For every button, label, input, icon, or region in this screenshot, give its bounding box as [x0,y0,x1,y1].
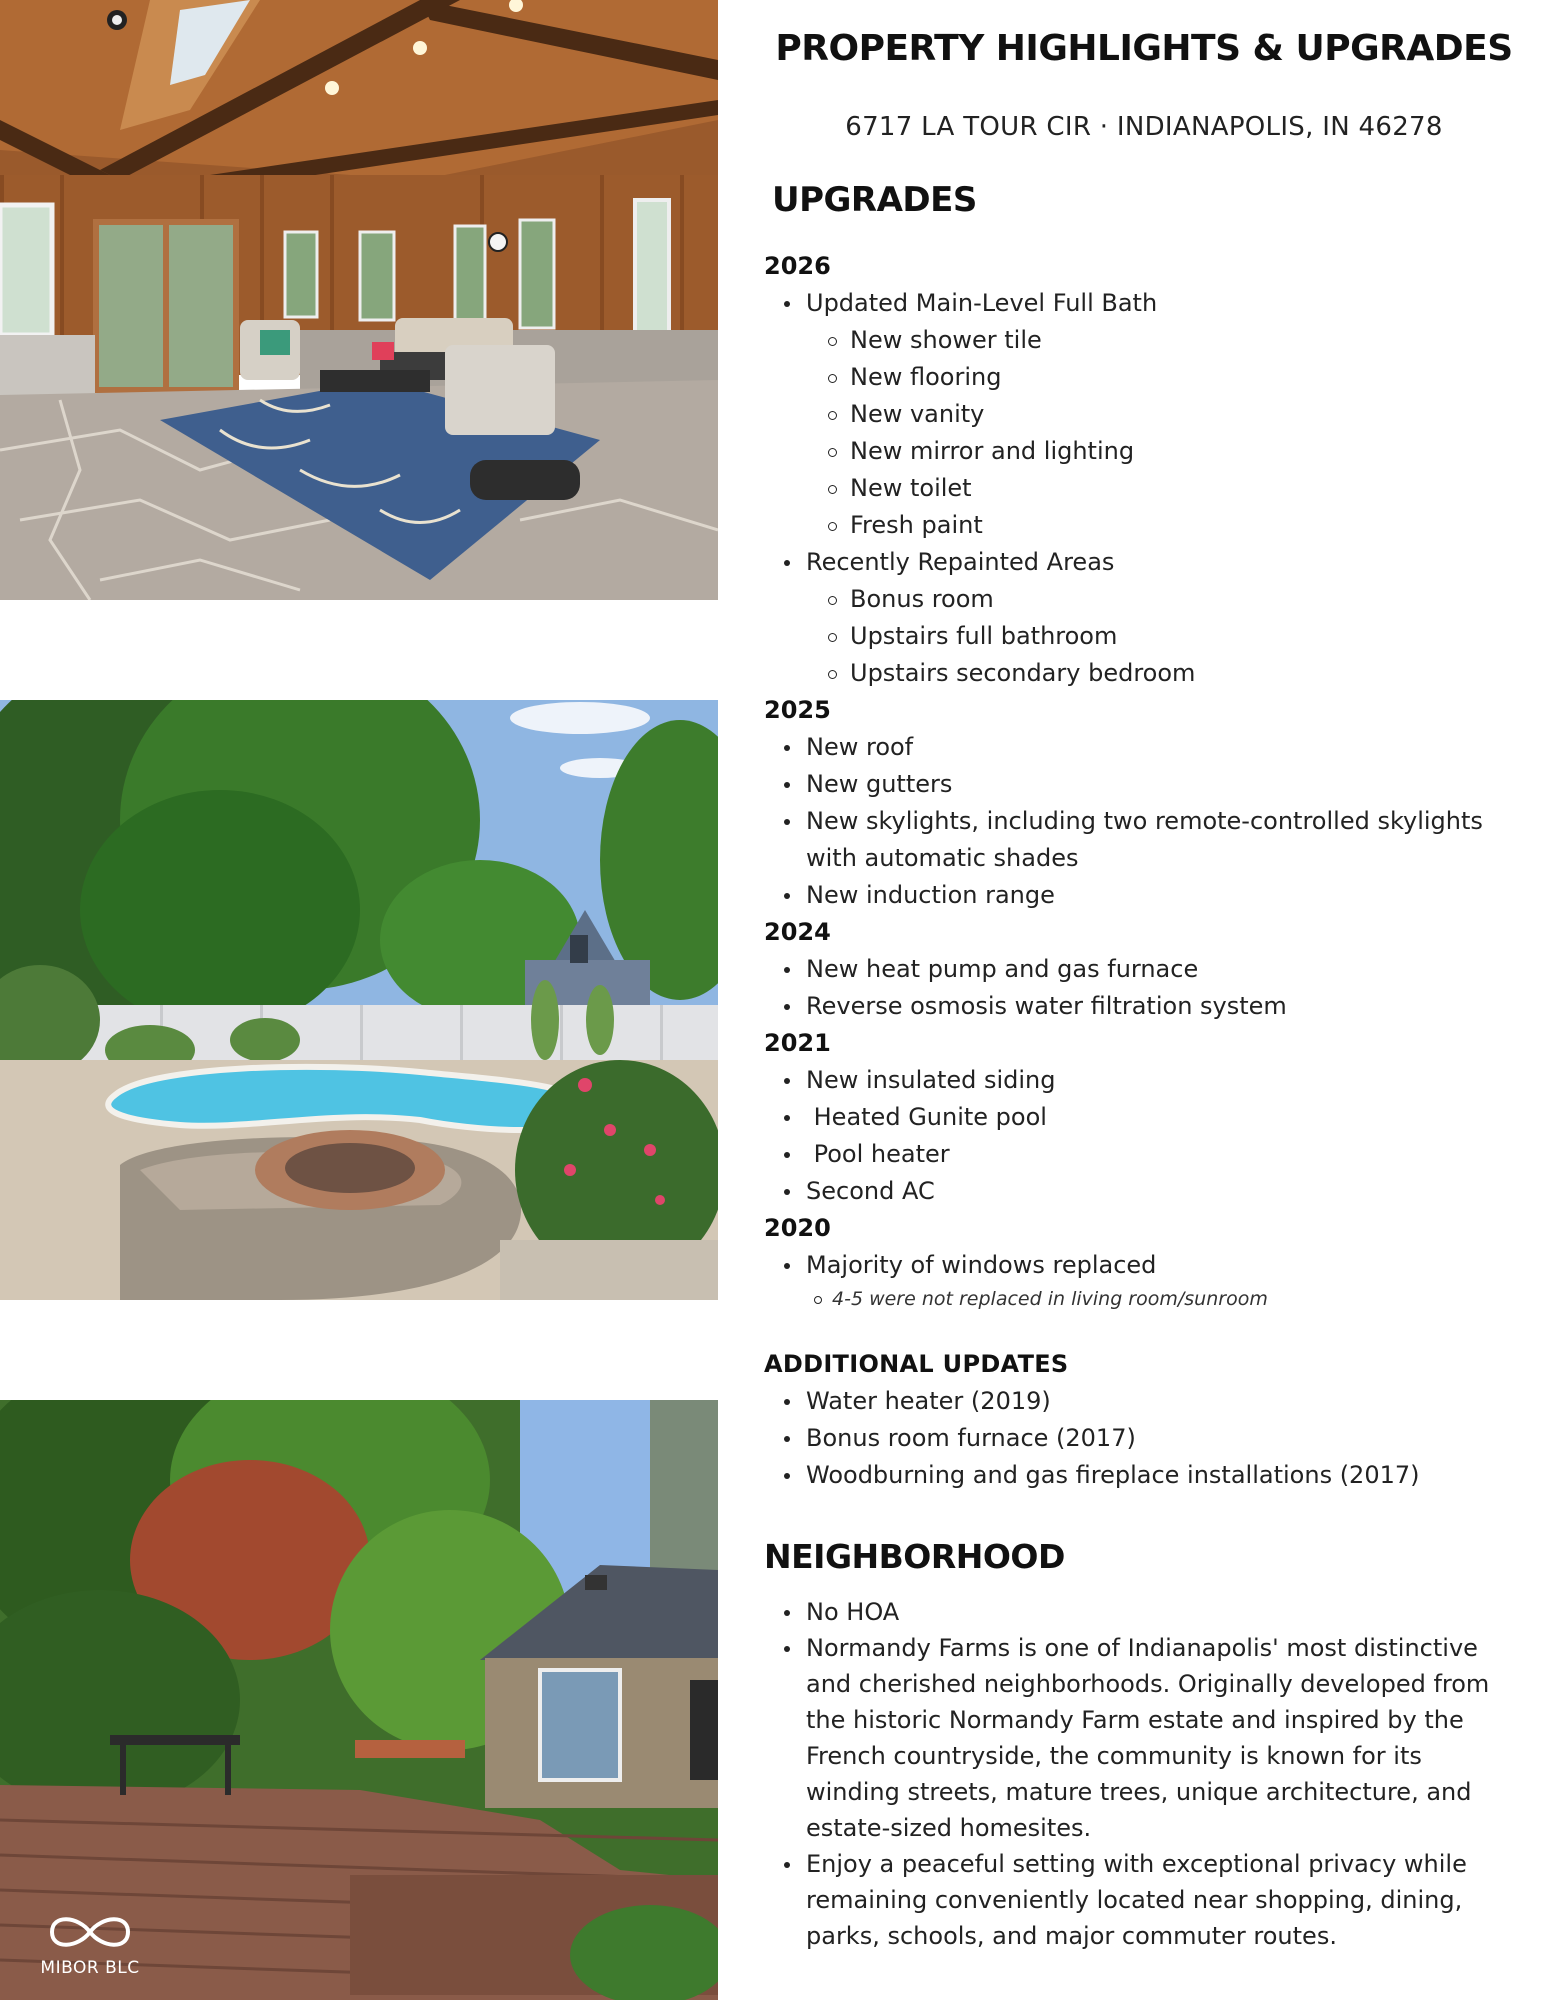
list-item: New roof [764,729,1524,766]
sub-list-item: Upstairs full bathroom [764,618,1524,655]
sub-list-item: New mirror and lighting [764,433,1524,470]
year-heading: 2021 [764,1029,831,1057]
year-heading: 2024 [764,918,831,946]
infinity-icon [30,1908,150,1956]
neighborhood-heading: NEIGHBORHOOD [764,1537,1065,1576]
list-item: Recently Repainted Areas [764,544,1524,581]
year-heading: 2026 [764,252,831,280]
list-item: Water heater (2019) [764,1383,1524,1420]
year-heading: 2020 [764,1214,831,1242]
sub-list-item: Fresh paint [764,507,1524,544]
list-item: New gutters [764,766,1524,803]
pool-photo [0,700,718,1300]
additional-updates-heading: ADDITIONAL UPDATES [764,1350,1069,1378]
list-item: Enjoy a peaceful setting with exceptional privacy while remaining conveniently located near shopping, dining, parks, schools, and major commuter routes. [764,1846,1504,1954]
list-item: Pool heater [764,1136,1524,1173]
list-item: Bonus room furnace (2017) [764,1420,1524,1457]
list-item: Updated Main-Level Full Bath [764,285,1524,322]
list-item: Reverse osmosis water filtration system [764,988,1524,1025]
list-item: Woodburning and gas fireplace installations (2017) [764,1457,1524,1494]
list-item: Heated Gunite pool [764,1099,1524,1136]
sub-list-item: Bonus room [764,581,1524,618]
sub-list-item: Upstairs secondary bedroom [764,655,1524,692]
sub-list-item: New vanity [764,396,1524,433]
sunroom-photo [0,0,718,600]
upgrades-list [764,248,1524,1954]
list-item: Normandy Farms is one of Indianapolis' most distinctive and cherished neighborhoods. Originally developed from the historic Normandy Farm estate and inspired by the French countryside, the community is known for its winding streets, mature trees, unique architecture, and estate-sized homesites. [764,1630,1504,1846]
logo-text: MIBOR BLC [40,1958,140,1978]
page-title: PROPERTY HIGHLIGHTS & UPGRADES [775,28,1513,69]
note-item: 4-5 were not replaced in living room/sunroom [764,1284,1524,1314]
upgrades-heading: UPGRADES [772,180,977,220]
list-item: No HOA [764,1594,1504,1630]
list-item: New skylights, including two remote-controlled skylights with automatic shades [764,803,1524,877]
list-item: New insulated siding [764,1062,1524,1099]
year-heading: 2025 [764,696,831,724]
property-address: 6717 LA TOUR CIR · INDIANAPOLIS, IN 46278 [845,112,1443,142]
list-item: Majority of windows replaced [764,1247,1524,1284]
list-item: New induction range [764,877,1524,914]
sub-list-item: New toilet [764,470,1524,507]
sub-list-item: New flooring [764,359,1524,396]
sub-list-item: New shower tile [764,322,1524,359]
mibor-logo [30,1908,150,1978]
list-item: Second AC [764,1173,1524,1210]
list-item: New heat pump and gas furnace [764,951,1524,988]
